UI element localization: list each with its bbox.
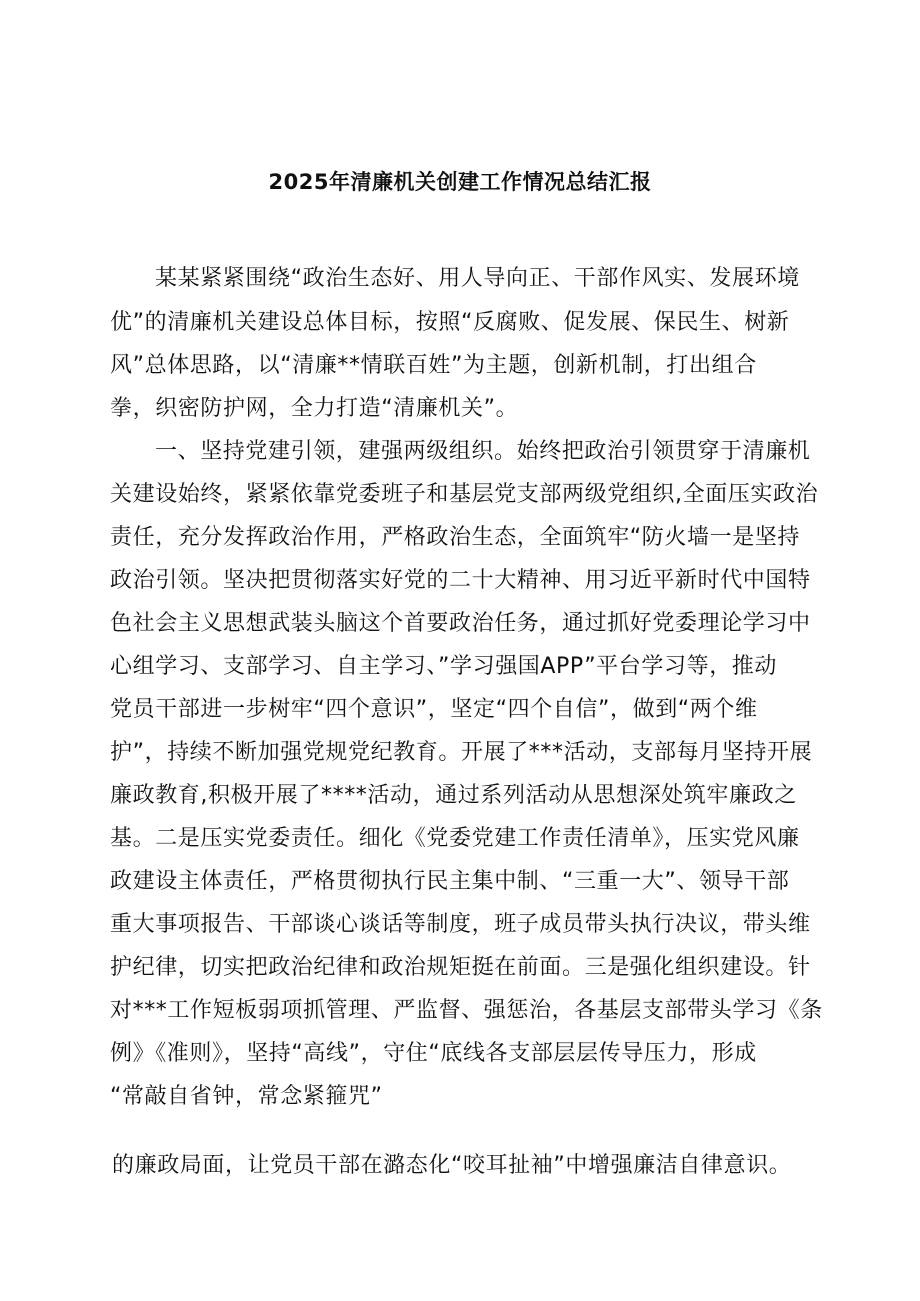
paragraph-line-10: 心组学习、支部学习、自主学习、”学习强国APP”平台学习等，推动 [110, 654, 777, 679]
paragraph-line-19: 例》《准则》，坚持“高线”，守住“底线各支部层层传导压力，形成 [110, 1041, 757, 1066]
paragraph-line-6: 关建设始终，紧紧依靠党委班子和基层党支部两级党组织,全面压实政治 [110, 482, 819, 507]
paragraph-line-5: 一、坚持党建引领，建强两级组织。始终把政治引领贯穿于清廉机 [155, 439, 811, 464]
paragraph-line-15: 政建设主体责任，严格贯彻执行民主集中制、“三重一大”、领导干部 [110, 869, 790, 894]
paragraph-line-20: “常敲自省钟，常念紧箍咒” [110, 1084, 383, 1109]
paragraph-line-17: 护纪律，切实把政治纪律和政治规矩挺在前面。三是强化组织建设。针 [110, 955, 811, 980]
paragraph-line-7: 责任，充分发挥政治作用，严格政治生态，全面筑牢“防火墙一是坚持 [110, 525, 800, 550]
paragraph-line-13: 廉政教育,积极开展了****活动，通过系列活动从思想深处筑牢廉政之 [110, 783, 797, 808]
document-title: 2025年清廉机关创建工作情况总结汇报 [268, 170, 652, 194]
paragraph-line-14: 基。二是压实党委责任。细化《党委党建工作责任清单》，压实党风廉 [110, 826, 800, 851]
paragraph-line-16: 重大事项报告、干部谈心谈话等制度，班子成员带头执行决议，带头维 [110, 912, 811, 937]
paragraph-line-3: 风”总体思路，以“清廉**情联百姓”为主题，创新机制，打出组合 [110, 353, 757, 378]
paragraph-line-2: 优”的清廉机关建设总体目标，按照“反腐败、促发展、保民生、树新 [110, 310, 790, 335]
paragraph-line-4: 拳，织密防护网，全力打造“清廉机关”。 [110, 396, 519, 421]
paragraph-line-18: 对***工作短板弱项抓管理、严监督、强惩治，各基层支部带头学习《条 [110, 998, 823, 1023]
paragraph-tail-line: 的廉政局面，让党员干部在潞态化“咬耳扯袖”中增强廉洁自律意识。 [112, 1153, 792, 1178]
paragraph-line-9: 色社会主义思想武装头脑这个首要政治任务，通过抓好党委理论学习中 [110, 611, 811, 636]
paragraph-line-11: 党员干部进一步树牢“四个意识”，坚定“四个自信”，做到“两个维 [110, 697, 758, 722]
paragraph-line-8: 政治引领。坚决把贯彻落实好党的二十大精神、用习近平新时代中国特 [110, 568, 811, 593]
paragraph-line-12: 护”，持续不断加强党规党纪教育。开展了***活动，支部每月坚持开展 [110, 740, 813, 765]
paragraph-line-1: 某某紧紧围绕“政治生态好、用人导向正、干部作风实、发展环境 [155, 266, 800, 291]
